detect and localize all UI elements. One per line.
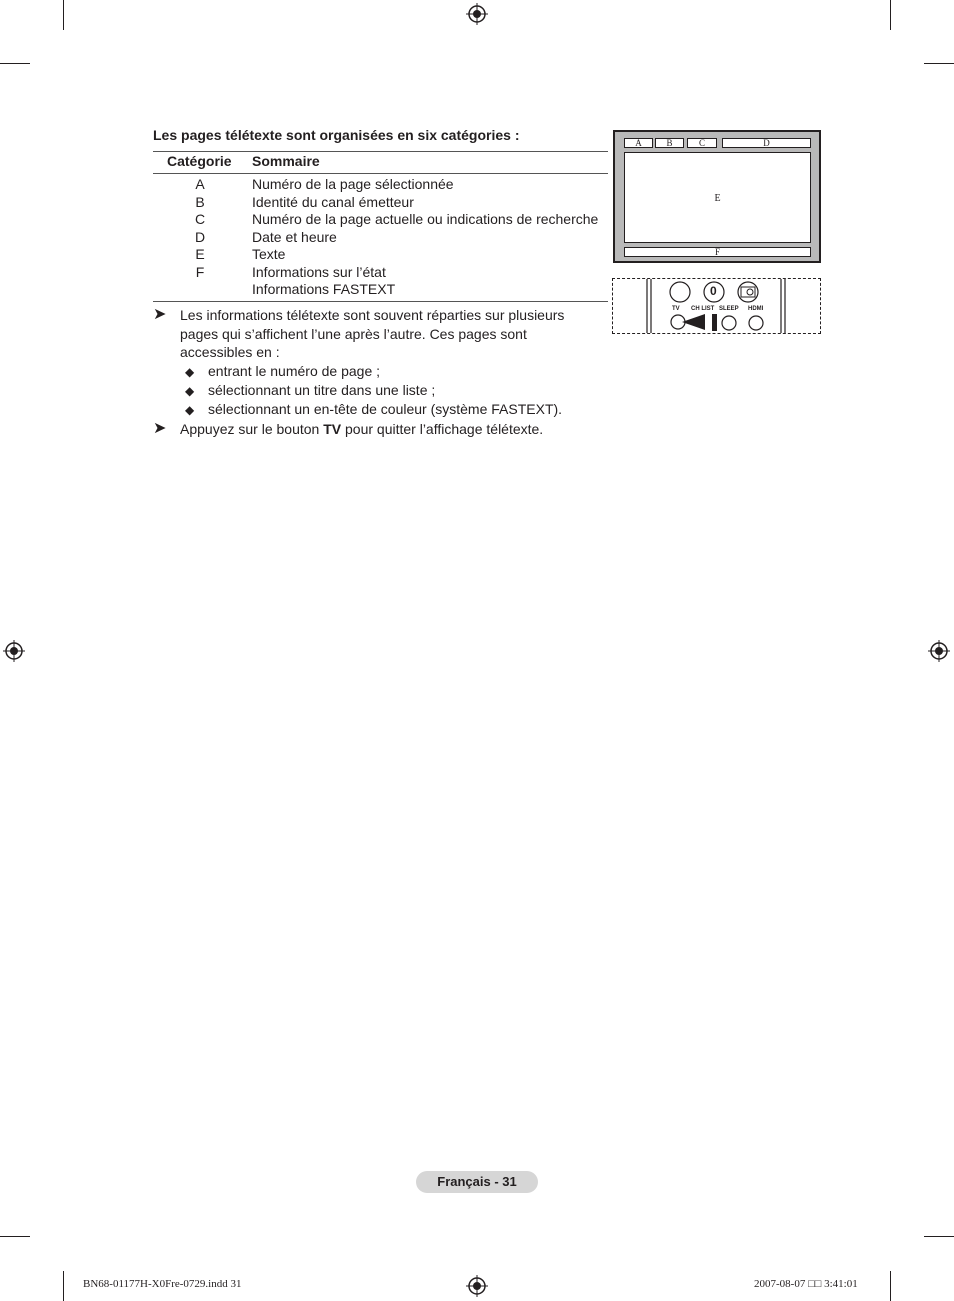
note-multipage	[153, 306, 593, 362]
diamond-bullet-icon: ◆	[185, 384, 195, 398]
table-cell-category: F	[195, 263, 205, 280]
table-cell-category	[190, 281, 210, 299]
remote-control-illustration	[612, 278, 821, 334]
registration-mark-icon	[928, 640, 950, 662]
remote-chlist-label: CH LIST	[691, 306, 715, 312]
table-cell-category: A	[195, 176, 205, 192]
zone-a: A	[624, 138, 653, 148]
print-slug-timestamp: 2007-08-07 □□ 3:41:01	[754, 1278, 858, 1290]
table-cell-category: D	[194, 228, 206, 245]
page-number-badge: Français - 31	[416, 1171, 538, 1193]
table-cell-summary: Numéro de la page sélectionnée	[252, 176, 454, 192]
note-arrow-icon: ➤	[153, 306, 167, 323]
remote-zero-label: 0	[710, 284, 717, 298]
summary-column	[252, 176, 598, 299]
print-slug-file: BN68-01177H-X0Fre-0729.indd 31	[83, 1278, 242, 1290]
remote-tv-label: TV	[672, 306, 680, 312]
table-cell-category: E	[195, 246, 205, 262]
note-line: accessibles en :	[180, 344, 280, 360]
zone-f: F	[624, 247, 811, 257]
list-item: ◆ sélectionnant un en-tête de couleur (système FASTEXT).	[185, 401, 563, 417]
list-item: ◆ sélectionnant un titre dans une liste ;	[185, 382, 436, 398]
zone-c: C	[687, 138, 717, 148]
table-bottom-rule	[153, 301, 608, 302]
zone-e: E	[624, 152, 811, 243]
zone-d: D	[722, 138, 811, 148]
table-cell-summary: Informations sur l’état	[252, 263, 386, 280]
remote-hdmi-label: HDMI	[748, 306, 764, 312]
note-arrow-icon: ➤	[153, 420, 167, 437]
remote-sleep-label: SLEEP	[719, 306, 739, 312]
diamond-bullet-icon: ◆	[185, 403, 195, 417]
note-exit-teletext: ➤ Appuyez sur le bouton TV pour quitter l’affichage télétexte.	[153, 420, 544, 437]
note-line: pages qui s’affichent l’une après l’autre. Ces pages sont	[180, 325, 527, 342]
zone-b: B	[655, 138, 684, 148]
diamond-bullet-icon: ◆	[185, 365, 195, 379]
tv-button-label: TV	[323, 421, 342, 437]
table-cell-category: C	[194, 211, 206, 227]
table-cell-summary: Date et heure	[252, 228, 337, 245]
table-cell-summary: Texte	[252, 246, 286, 262]
list-item: ◆ entrant le numéro de page ;	[185, 363, 381, 379]
column-header-summary: Sommaire	[252, 153, 320, 169]
table-cell-summary: Informations FASTEXT	[252, 281, 396, 297]
table-header-rule	[153, 173, 608, 174]
registration-mark-icon	[3, 640, 25, 662]
table-cell-category: B	[195, 193, 205, 210]
teletext-screen-illustration	[613, 130, 821, 263]
table-cell-summary: Numéro de la page actuelle ou indications de recherche	[252, 211, 599, 227]
registration-mark-icon	[466, 1275, 488, 1297]
table-cell-summary: Identité du canal émetteur	[252, 193, 414, 210]
category-column	[190, 176, 210, 299]
note-line: Les informations télétexte sont souvent réparties sur plusieurs	[180, 307, 565, 323]
registration-mark-icon	[466, 3, 488, 25]
column-header-category: Catégorie	[167, 153, 232, 169]
section-heading: Les pages télétexte sont organisées en six catégories :	[153, 127, 520, 143]
table-top-rule	[153, 151, 608, 152]
